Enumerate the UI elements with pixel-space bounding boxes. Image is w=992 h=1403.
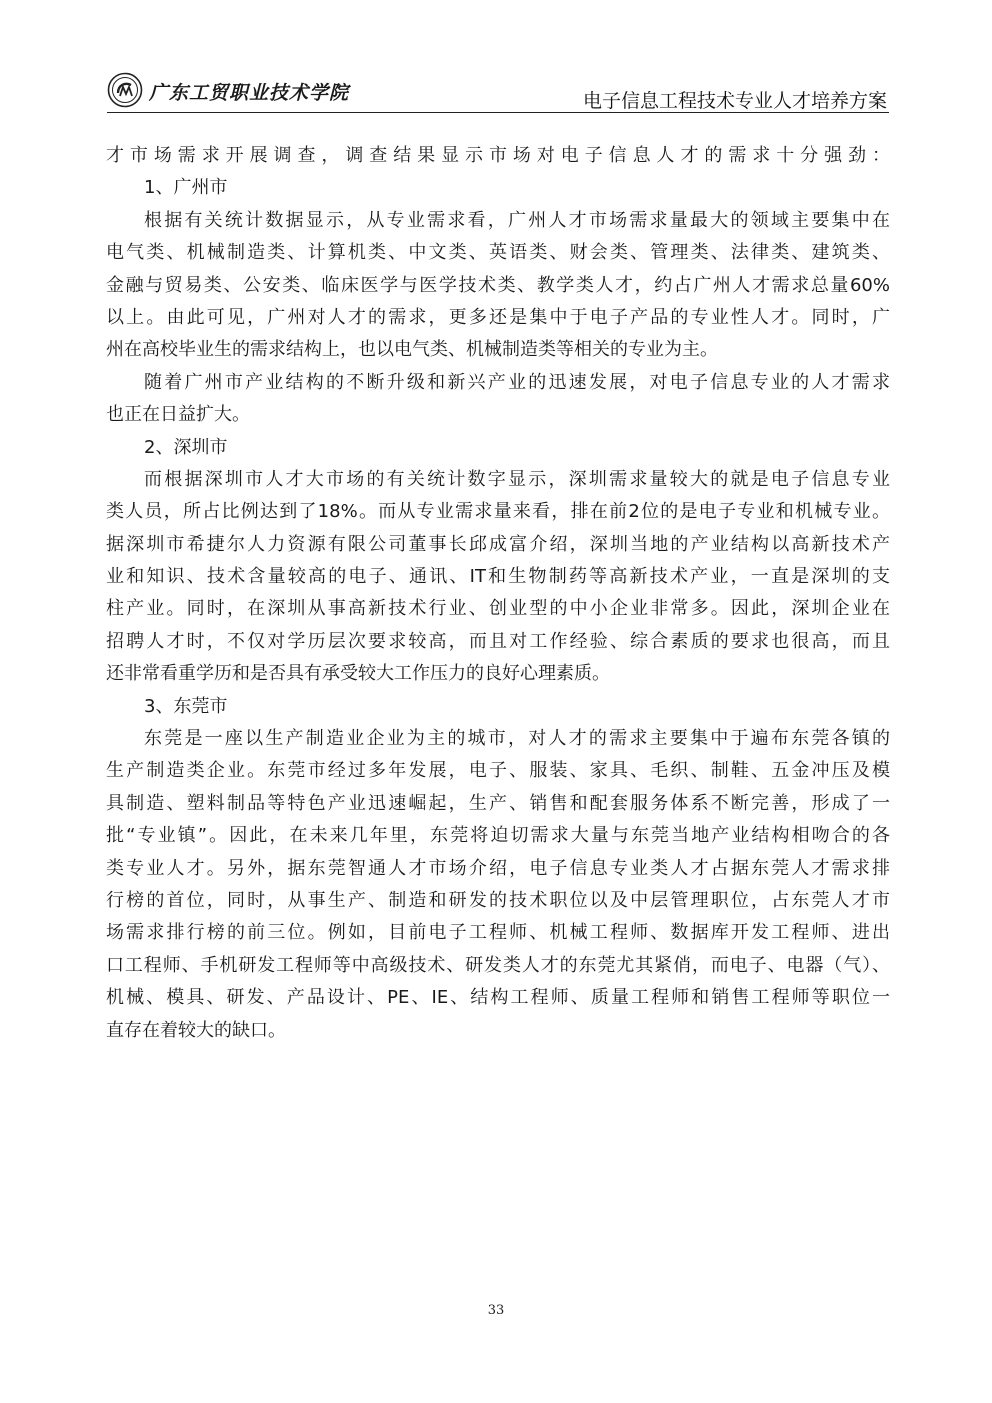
- body-text: [106, 140, 890, 1047]
- document-title: 电子信息工程技术专业人才培养方案: [582, 90, 887, 112]
- text-line: 随着广州市产业结构的不断升级和新兴产业的迅速发展，对电子信息专业的人才需求: [144, 371, 890, 393]
- header-divider: [107, 112, 889, 113]
- text-line: 招聘人才时，不仅对学历层次要求较高，而且对工作经验、综合素质的要求也很高，而且: [106, 630, 890, 652]
- page-header: [107, 66, 889, 112]
- school-name: 广东工贸职业技术学院: [149, 82, 350, 104]
- text-line: 批“专业镇”。因此，在未来几年里，东莞将迫切需求大量与东莞当地产业结构相吻合的各: [106, 825, 890, 847]
- text-line: 还非常看重学历和是否具有承受较大工作压力的良好心理素质。: [106, 663, 610, 685]
- text-line: 场需求排行榜的前三位。例如，目前电子工程师、机械工程师、数据库开发工程师、进出: [106, 922, 890, 944]
- text-line: 而根据深圳市人才大市场的有关统计数字显示，深圳需求量较大的就是电子信息专业: [144, 468, 890, 490]
- school-logo-icon: [107, 72, 143, 108]
- text-line: 东莞是一座以生产制造业企业为主的城市，对人才的需求主要集中于遍布东莞各镇的: [144, 728, 890, 750]
- text-line: 直存在着较大的缺口。: [106, 1019, 286, 1041]
- text-line: 也正在日益扩大。: [106, 404, 250, 426]
- text-line: 口工程师、手机研发工程师等中高级技术、研发类人才的东莞尤其紧俏，而电子、电器（气）、: [106, 954, 890, 976]
- text-line: 以上。由此可见，广州对人才的需求，更多还是集中于电子产品的专业性人才。同时，广: [106, 306, 890, 328]
- text-line: 业和知识、技术含量较高的电子、通讯、IT和生物制药等高新技术产业，一直是深圳的支: [106, 566, 890, 588]
- section-heading-dongguan: 3、东莞市: [144, 695, 228, 717]
- text-line: 才市场需求开展调查，调查结果显示市场对电子信息人才的需求十分强劲：: [106, 145, 890, 166]
- text-line: 行榜的首位，同时，从事生产、制造和研发的技术职位以及中层管理职位，占东莞人才市: [106, 889, 890, 911]
- text-line: 柱产业。同时，在深圳从事高新技术行业、创业型的中小企业非常多。因此，深圳企业在: [106, 598, 890, 620]
- text-line: 机械、模具、研发、产品设计、PE、IE、结构工程师、质量工程师和销售工程师等职位一: [106, 987, 890, 1009]
- text-line: 根据有关统计数据显示，从专业需求看，广州人才市场需求量最大的领域主要集中在: [144, 209, 890, 231]
- section-heading-shenzhen: 2、深圳市: [144, 436, 228, 458]
- text-line: 生产制造类企业。东莞市经过多年发展，电子、服装、家具、毛织、制鞋、五金冲压及模: [106, 760, 890, 782]
- text-line: 类人员，所占比例达到了18%。而从专业需求量来看，排在前2位的是电子专业和机械专业。: [106, 501, 890, 523]
- section-heading-guangzhou: 1、广州市: [144, 177, 228, 199]
- text-line: 据深圳市希捷尔人力资源有限公司董事长邱成富介绍，深圳当地的产业结构以高新技术产: [106, 533, 890, 555]
- text-line: 金融与贸易类、公安类、临床医学与医学技术类、教学类人才，约占广州人才需求总量60%: [106, 274, 890, 296]
- text-line: 具制造、塑料制品等特色产业迅速崛起，生产、销售和配套服务体系不断完善，形成了一: [106, 792, 890, 814]
- text-line: 电气类、机械制造类、计算机类、中文类、英语类、财会类、管理类、法律类、建筑类、: [106, 242, 890, 264]
- page-number: 33: [487, 1303, 505, 1318]
- text-line: 类专业人才。另外，据东莞智通人才市场介绍，电子信息专业类人才占据东莞人才需求排: [106, 857, 890, 879]
- text-line: 州在高校毕业生的需求结构上，也以电气类、机械制造类等相关的专业为主。: [106, 339, 718, 361]
